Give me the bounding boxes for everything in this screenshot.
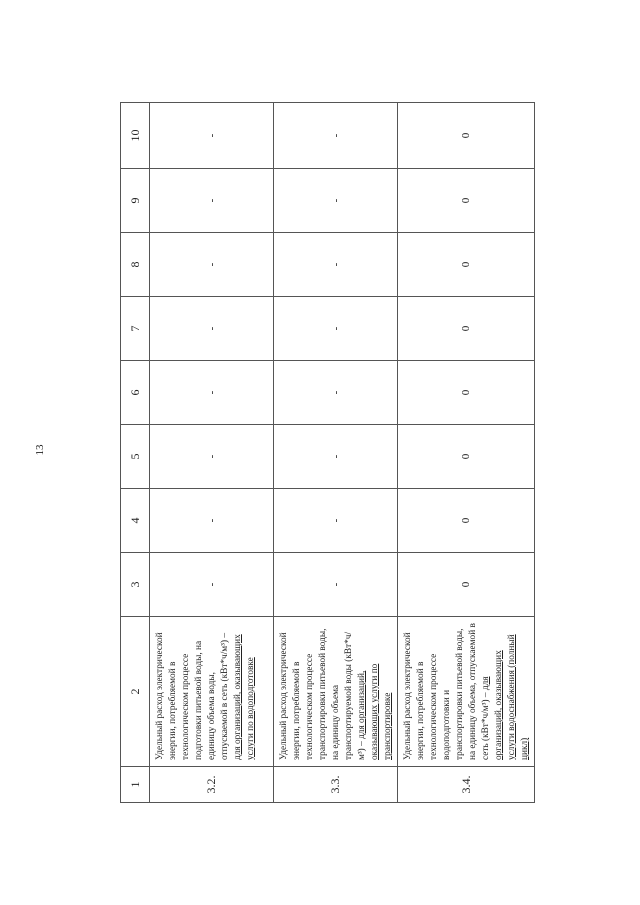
value-cell: - — [150, 360, 274, 424]
value-cell: 0 — [398, 360, 535, 424]
column-header: 6 — [121, 360, 150, 424]
column-header: 1 — [121, 766, 150, 802]
value-cell: - — [274, 232, 398, 296]
value-cell: 0 — [398, 102, 535, 168]
value-cell: - — [150, 488, 274, 552]
row-number: 3.2. — [150, 766, 274, 802]
description-underlined-text: для организаций, оказывающих услуги по транспортировке — [357, 663, 393, 760]
page-number: 13 — [34, 444, 46, 456]
value-cell: - — [150, 296, 274, 360]
value-cell: - — [274, 552, 398, 616]
row-description — [150, 616, 274, 766]
value-cell: 0 — [398, 296, 535, 360]
column-header: 10 — [121, 102, 150, 168]
description-underlined-text: для организаций, оказывающих услуги водоснабжения (полный цикл) — [481, 633, 530, 760]
row-description — [398, 616, 535, 766]
indicators-table — [120, 102, 535, 803]
row-number: 3.3. — [274, 766, 398, 802]
value-cell: 0 — [398, 232, 535, 296]
description-text: Удельный расход электрической энергии, потребляемой в технологическом процессе подготовки питьевой воды, на единицу объема воды, отпускаемой в сеть (кВт*ч/м³) – — [155, 631, 230, 760]
description-text: Удельный расход электрической энергии, потребляемой в технологическом процессе водоподготовки и транспортировки питьевой воды, на единицу объема, отпускаемой в сеть (кВт*ч/м³) – — [403, 622, 491, 760]
column-header: 9 — [121, 168, 150, 232]
column-header: 2 — [121, 616, 150, 766]
value-cell: 0 — [398, 168, 535, 232]
value-cell: - — [274, 296, 398, 360]
column-header: 7 — [121, 296, 150, 360]
value-cell: 0 — [398, 488, 535, 552]
value-cell: - — [150, 424, 274, 488]
column-header: 4 — [121, 488, 150, 552]
value-cell: 0 — [398, 552, 535, 616]
row-description — [274, 616, 398, 766]
value-cell: - — [150, 168, 274, 232]
table-row — [398, 102, 535, 802]
value-cell: 0 — [398, 424, 535, 488]
value-cell: - — [274, 424, 398, 488]
value-cell: - — [150, 552, 274, 616]
value-cell: - — [150, 232, 274, 296]
header-row — [121, 102, 150, 802]
column-header: 8 — [121, 232, 150, 296]
table-row — [150, 102, 274, 802]
value-cell: - — [274, 360, 398, 424]
description-underlined-text: для организаций, оказывающих услуги по водоподготовке — [233, 633, 256, 760]
column-header: 3 — [121, 552, 150, 616]
value-cell: - — [274, 102, 398, 168]
description-text: Удельный расход электрической энергии, потребляемой в технологическом процессе транспортировки питьевой воды, на единицу объема транспортируемой воды (кВт*ч/м³) – — [279, 628, 367, 760]
value-cell: - — [150, 102, 274, 168]
value-cell: - — [274, 488, 398, 552]
row-number: 3.4. — [398, 766, 535, 802]
rotated-table-container — [120, 103, 530, 803]
table-row — [274, 102, 398, 802]
value-cell: - — [274, 168, 398, 232]
column-header: 5 — [121, 424, 150, 488]
